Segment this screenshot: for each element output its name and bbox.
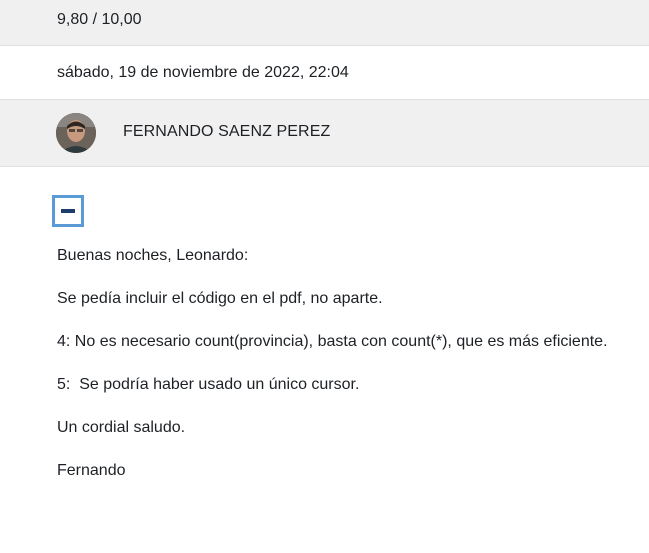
grader-name[interactable]: FERNANDO SAENZ PEREZ bbox=[123, 123, 331, 140]
feedback-comment bbox=[57, 246, 647, 481]
feedback-line: Buenas noches, Leonardo: bbox=[57, 247, 249, 264]
grade-value: 9,80 / 10,00 bbox=[57, 11, 142, 28]
feedback-date-row bbox=[0, 46, 649, 100]
grade-row bbox=[0, 0, 649, 46]
user-photo-icon bbox=[56, 113, 96, 153]
minus-icon bbox=[61, 209, 75, 213]
feedback-date: sábado, 19 de noviembre de 2022, 22:04 bbox=[57, 64, 349, 81]
feedback-line: 4: No es necesario count(provincia), basta con count(*), que es más eficiente. bbox=[57, 333, 608, 350]
feedback-line: Se pedía incluir el código en el pdf, no aparte. bbox=[57, 290, 383, 307]
feedback-line: Un cordial saludo. bbox=[57, 419, 186, 436]
collapse-feedback-button[interactable] bbox=[52, 195, 84, 227]
avatar[interactable] bbox=[56, 113, 96, 153]
feedback-line: Fernando bbox=[57, 462, 126, 479]
grader-row bbox=[0, 100, 649, 167]
feedback-line: 5: Se podría haber usado un único cursor. bbox=[57, 376, 360, 393]
